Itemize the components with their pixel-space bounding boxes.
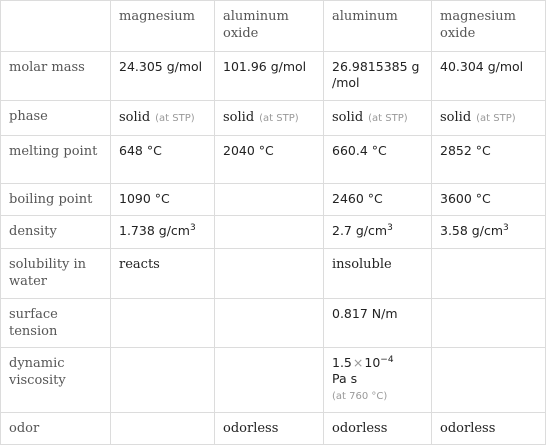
- phase-value: solid: [332, 110, 364, 125]
- column-header: aluminum oxide: [215, 1, 324, 52]
- table-cell: [432, 299, 546, 348]
- table-cell: [432, 101, 546, 136]
- table-cell: 2040 °C: [215, 136, 324, 184]
- row-label: molar mass: [1, 52, 111, 101]
- table-cell: [215, 249, 324, 299]
- density-value: 2.7 g/cm: [332, 223, 388, 238]
- table-cell: [432, 348, 546, 413]
- condition-note: (at STP): [155, 113, 195, 124]
- table-row: [1, 348, 546, 413]
- table-cell: 40.304 g/mol: [432, 52, 546, 101]
- condition-note: (at 760 °C): [332, 391, 388, 402]
- row-label: dynamic viscosity: [1, 348, 111, 413]
- table-cell: 1090 °C: [111, 184, 215, 216]
- table-cell: [324, 101, 432, 136]
- phase-value: solid: [119, 110, 151, 125]
- row-label: density: [1, 216, 111, 249]
- table-cell: [215, 299, 324, 348]
- table-cell: [432, 249, 546, 299]
- table-cell: odorless: [215, 413, 324, 445]
- phase-value: solid: [223, 110, 255, 125]
- table-cell: 26.9815385 g /mol: [324, 52, 432, 101]
- viscosity-mantissa: 1.5: [332, 355, 352, 370]
- table-cell: [111, 216, 215, 249]
- row-label: surface tension: [1, 299, 111, 348]
- table-cell: 660.4 °C: [324, 136, 432, 184]
- table-row: [1, 52, 546, 101]
- table-cell: 2460 °C: [324, 184, 432, 216]
- table-row: [1, 216, 546, 249]
- column-header: aluminum: [324, 1, 432, 52]
- condition-note: (at STP): [368, 113, 408, 124]
- table-row: [1, 101, 546, 136]
- table-cell: [215, 348, 324, 413]
- table-cell: 648 °C: [111, 136, 215, 184]
- table-cell: odorless: [324, 413, 432, 445]
- table-cell: reacts: [111, 249, 215, 299]
- table-cell: [324, 348, 432, 413]
- phase-value: solid: [440, 110, 472, 125]
- corner-cell: [1, 1, 111, 52]
- table-cell: [215, 216, 324, 249]
- table-cell: [215, 101, 324, 136]
- condition-note: (at STP): [259, 113, 299, 124]
- table-row: [1, 413, 546, 445]
- table-row: [1, 136, 546, 184]
- viscosity-unit: Pa s: [332, 371, 358, 386]
- unit-exponent: 3: [189, 222, 196, 233]
- table-cell: [111, 299, 215, 348]
- table-cell: 24.305 g/mol: [111, 52, 215, 101]
- table-cell: [324, 216, 432, 249]
- table-cell: 2852 °C: [432, 136, 546, 184]
- table-cell: 101.96 g/mol: [215, 52, 324, 101]
- times-sign: ×: [352, 355, 364, 370]
- row-label: melting point: [1, 136, 111, 184]
- row-label: solubility in water: [1, 249, 111, 299]
- table-cell: [111, 101, 215, 136]
- table-row: [1, 184, 546, 216]
- table-cell: 3600 °C: [432, 184, 546, 216]
- table-cell: [215, 184, 324, 216]
- column-header: magnesium oxide: [432, 1, 546, 52]
- viscosity-base: 10: [364, 355, 381, 370]
- column-header: magnesium: [111, 1, 215, 52]
- table-cell: [432, 216, 546, 249]
- density-value: 3.58 g/cm: [440, 223, 504, 238]
- table-row: [1, 299, 546, 348]
- viscosity-exponent: −4: [380, 354, 394, 365]
- row-label: phase: [1, 101, 111, 136]
- condition-note: (at STP): [476, 113, 516, 124]
- density-value: 1.738 g/cm: [119, 223, 190, 238]
- header-row: [1, 1, 546, 52]
- table-cell: odorless: [432, 413, 546, 445]
- table-cell: [111, 413, 215, 445]
- table-cell: 0.817 N/m: [324, 299, 432, 348]
- unit-exponent: 3: [387, 222, 393, 233]
- table-cell: [111, 348, 215, 413]
- unit-exponent: 3: [503, 222, 509, 233]
- table-cell: insoluble: [324, 249, 432, 299]
- row-label: boiling point: [1, 184, 111, 216]
- table-row: [1, 249, 546, 299]
- row-label: odor: [1, 413, 111, 445]
